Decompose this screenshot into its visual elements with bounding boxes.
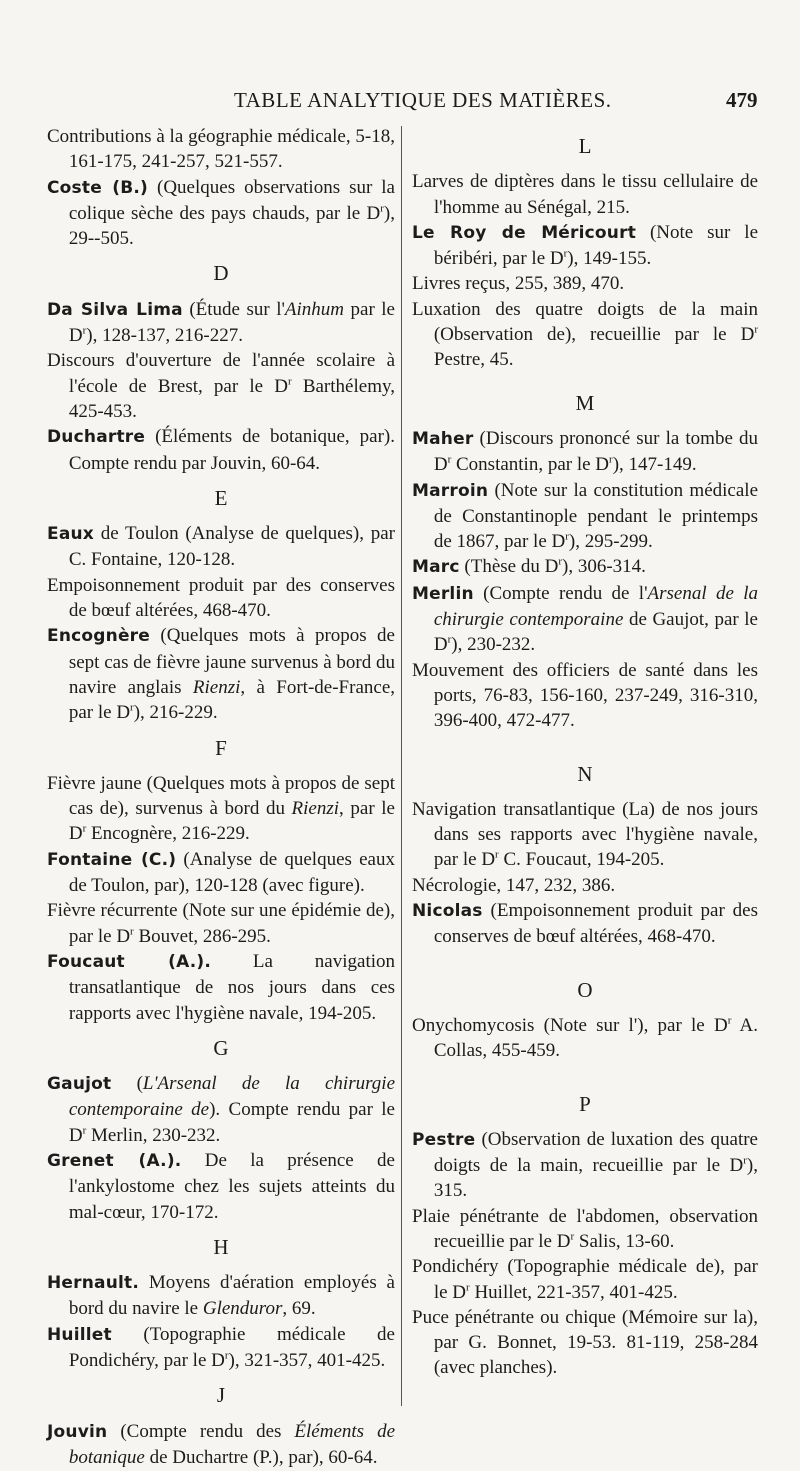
entry-italic: Glenduror [202,1298,283,1320]
index-entry-mouvement [412,658,758,734]
entry-text: , par le D [68,798,395,845]
entry-text: Pestre, 45. [433,349,514,371]
entry-name: Marroin [412,480,489,501]
entry-text: ), 128-137, 216-227. [86,325,243,347]
entry-text: Larves de diptères dans le tissu cellulaire de l'homme au Sénégal, 215. [412,171,758,218]
entry-text: (Analyse de quelques eaux de Toulon, par), 120-128 (avec figure). [68,848,395,897]
superscript: r [609,453,613,466]
entry-text: Nécrologie, 147, 232, 386. [412,874,616,896]
entry-text: ), 295-299. [568,531,653,553]
superscript: r [287,375,292,388]
page-header [0,88,800,118]
entry-text: Constantin, par le D [451,454,610,476]
entry-text: Mouvement des officiers de santé dans les ports, 76-83, 156-160, 237-249, 316-310, 396-400, 472-477. [412,659,758,732]
entry-name: Fontaine (C.) [47,849,177,870]
entry-text: ), 306-314. [562,556,646,578]
index-entry-eaux [47,521,395,573]
index-entry-livres [412,271,758,296]
section-letter-j: J [216,1383,226,1408]
section-letter-p: P [579,1091,591,1116]
superscript: r [558,556,562,569]
index-entry-contributions [47,124,395,175]
entry-italic: Éléments de botanique [68,1420,396,1468]
index-entry-coste [47,175,395,252]
entry-name: Huillet [47,1324,112,1345]
entry-name: Da Silva Lima [47,299,183,320]
entry-name: Le Roy de Méricourt [412,222,637,243]
entry-text: Plaie pénétrante de l'abdomen, observation recueillie par le D [412,1205,758,1252]
entry-text: de Toulon (Analyse de quelques), par C. Fontaine, 120-128. [68,523,395,571]
entry-text: Onychomycosis (Note sur l'), par le D [412,1014,728,1036]
section-letter-h: H [213,1234,229,1259]
entry-name: Pestre [412,1129,476,1150]
entry-text: C. Foucaut, 194-205. [498,849,665,871]
entry-text: ), 216-229. [133,702,218,724]
entry-text: (Quelques observations sur la colique sèche des pays chauds, par le D [68,176,395,224]
entry-text: ). Compte rendu par le D [68,1099,395,1146]
entry-text: ), 29--505. [68,202,395,250]
superscript: r [447,634,452,647]
entry-italic: Arsenal de la chirurgie contemporaine [433,582,758,631]
superscript: r [82,1124,87,1137]
entry-name: Jouvin [47,1421,108,1442]
entry-text: ), 147-149. [612,454,697,476]
index-entry-plaie [412,1204,758,1255]
entry-name: Foucaut (A.). [47,951,212,972]
entry-name: Grenet (A.). [47,1150,182,1171]
index-entry-encognere [47,623,395,725]
index-entry-navigation [412,797,758,873]
index-entry-le-roy-de-mericourt [412,220,758,272]
entry-name: Maher [412,428,474,449]
superscript: r [727,1014,732,1027]
index-entry-luxation [412,297,758,373]
entry-text: Salis, 13-60. [574,1230,675,1252]
entry-text: , 69. [282,1298,316,1320]
entry-name: Nicolas [412,901,483,922]
index-entry-nicolas [412,898,758,950]
index-entry-maher [412,426,758,478]
index-entry-empoisonnement [47,573,395,624]
right-column [412,124,758,1381]
superscript: r [743,1154,747,1167]
entry-name: Gaujot [47,1074,112,1095]
entry-text: ), 321-357, 401-425. [228,1350,386,1372]
entry-text: Empoisonnement produit par des conserves de bœuf altérées, 468-470. [47,574,395,622]
index-entry-grenet [47,1148,395,1225]
index-entry-da-silva-lima [47,297,395,349]
entry-text: Pondichéry (Topographie médicale de), par le D [412,1256,758,1303]
entry-text: Livres reçus, 255, 389, 470. [412,273,625,295]
superscript: r [380,202,384,215]
entry-text: (Topographie médicale de Pondichéry, par le D [68,1323,395,1372]
entry-text: de Gaujot, par le D [433,609,758,656]
section-letter-m: M [575,390,595,415]
index-entry-huillet [47,1322,395,1374]
index-entry-puce [412,1305,758,1381]
superscript: r [466,1281,470,1294]
entry-text: Contributions à la géographie médicale, 5-18, 161-175, 241-257, 521-557. [47,126,395,173]
superscript: r [570,1230,575,1243]
index-entry-marroin [412,478,758,555]
entry-text: (Étude sur l' [182,298,285,320]
superscript: r [495,849,499,862]
superscript: r [447,453,452,466]
index-entry-hernault [47,1270,395,1322]
superscript: r [130,925,134,938]
entry-text: A. Collas, 455-459. [433,1014,758,1062]
entry-name: Hernault. [47,1273,140,1294]
entry-text: (Éléments de botanique, par). Compte rendu par Jouvin, 60-64. [68,426,395,474]
index-entry-merlin [412,581,758,658]
entry-text: De la présence de l'ankylostome chez les sujets atteints du mal-cœur, 170-172. [68,1149,395,1223]
entry-text: Navigation transatlantique (La) de nos jours dans ses rapports avec l'hygiène navale, par le D [412,798,758,871]
entry-text: ( [111,1073,143,1095]
entry-text: (Discours prononcé sur la tombe du D [433,427,758,476]
index-entry-duchartre [47,424,395,476]
entry-italic: Rienzi [192,676,241,698]
entry-text: Fièvre jaune (Quelques mots à propos de sept cas de), survenus à bord du [47,772,395,820]
entry-text: Luxation des quatre doigts de la main (Observation de), recueillie par le D [412,298,758,346]
page-number: 479 [726,88,758,112]
entry-italic: Rienzi [291,798,340,820]
entry-name: Coste (B.) [47,177,149,198]
entry-text: (Note sur le béribéri, par le D [433,221,758,270]
section-letter-g: G [213,1035,229,1060]
entry-text: Merlin, 230-232. [86,1124,221,1146]
entry-italic: L'Arsenal de la chirurgie contemporaine de [68,1073,395,1121]
entry-name: Duchartre [47,427,146,448]
index-entry-necrologie [412,873,758,898]
index-entry-fontaine [47,847,395,899]
entry-text: Encognère, 216-229. [86,823,250,845]
entry-text: le D [249,375,288,397]
entry-text: Bouvet, 286-295. [133,925,271,947]
left-column [47,124,395,1470]
entry-text: (Observation de luxation des quatre doigts de la main, recueillie par le D [433,1128,758,1177]
section-letter-n: N [577,761,593,786]
index-entry-jouvin [47,1419,395,1471]
superscript: r [82,324,87,337]
index-entry-fievre-recurrente [47,898,395,949]
entry-text: Huillet, 221-357, 401-425. [469,1281,678,1303]
index-entry-gaujot [47,1071,395,1148]
entry-text: ), 149-155. [567,248,652,270]
entry-name: Encognère [47,626,150,647]
entry-text: par le D [68,298,395,347]
entry-name: Eaux [47,524,94,545]
section-letter-e: E [214,485,228,510]
entry-text: (Compte rendu de l' [473,582,648,604]
section-letter-l: L [578,134,592,158]
entry-text: (Quelques mots à propos de sept cas de fièvre jaune survenus à bord du navire anglais [68,625,395,698]
entry-text: , à Fort-de-France, par le D [68,676,395,724]
index-entry-discours [47,348,395,424]
index-entry-larves [412,169,758,220]
entry-text: La navigation transatlantique de nos jours dans ces rapports avec l'hygiène navale, 194-205. [68,950,395,1024]
entry-text: Barthélemy, 425-453. [68,375,395,422]
running-title: TABLE ANALYTIQUE DES MATIÈRES. [234,88,612,112]
superscript: r [130,701,134,714]
entry-text: (Note sur la constitution médicale de Constantinople pendant le printemps de 1867, par le D [433,479,758,553]
entry-italic: Ainhum [284,298,345,320]
entry-text: Puce pénétrante ou chique (Mémoire sur la), par G. Bonnet, 19-53. 81-119, 258-284 (avec planches). [412,1306,758,1379]
index-entry-pondichery [412,1254,758,1305]
superscript: r [82,823,87,836]
section-letter-d: D [213,261,229,286]
index-entry-pestre [412,1127,758,1204]
section-letter-o: O [577,977,593,1002]
superscript: r [754,323,758,336]
entry-text: (Thèse du D [459,556,559,578]
section-letter-f: F [215,735,227,760]
entry-text: ), 230-232. [451,634,536,656]
entry-text: ), 315. [433,1155,758,1202]
entry-name: Marc [412,557,460,578]
entry-name: Merlin [412,583,474,604]
entry-text: de Duchartre (P.), par), 60-64. [144,1446,378,1468]
index-entry-foucaut [47,949,395,1026]
index-entry-fievre-jaune [47,771,395,847]
entry-text: Fièvre récurrente (Note sur une épidémie de), par le D [47,900,395,947]
entry-text: Moyens d'aération employés à bord du navire le [68,1272,395,1320]
superscript: r [224,1349,229,1362]
column-divider [401,126,402,1406]
superscript: r [565,530,569,543]
entry-text: (Empoisonnement produit par des conserves de bœuf altérées, 468-470. [433,900,758,948]
entry-text: Discours d'ouverture de l'année scolaire à l'école de Brest, par [47,350,395,397]
superscript: r [563,247,568,260]
index-entry-onychomycosis [412,1013,758,1064]
entry-text: (Compte rendu des [107,1420,295,1442]
index-entry-marc [412,554,758,580]
